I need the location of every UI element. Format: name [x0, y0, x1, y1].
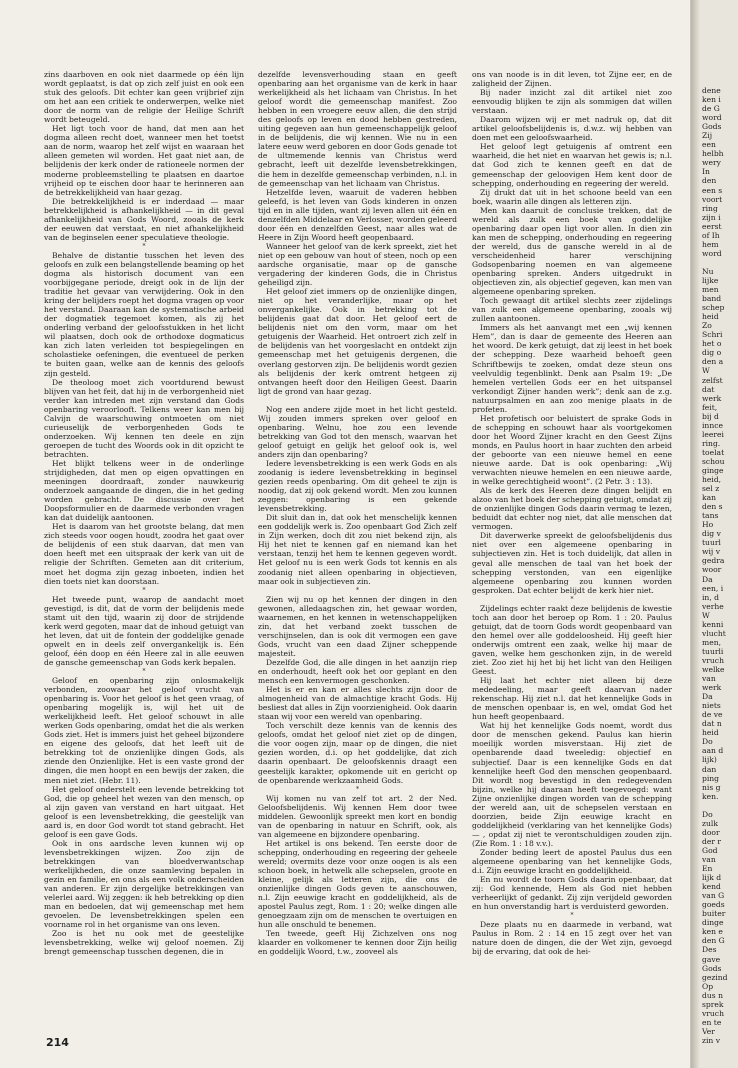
facing-page-fragment: Do	[702, 737, 713, 747]
section-separator: *	[142, 668, 146, 675]
facing-page-fragment: Ho	[702, 520, 714, 530]
facing-page-fragment: ginge	[702, 465, 724, 475]
facing-page-fragment: band	[702, 294, 722, 304]
facing-page-fragment: God	[702, 845, 718, 855]
facing-page-fragment: vlucht	[702, 628, 726, 638]
paragraph: Iedere levensbetrekking is een werk Gods en als zoodanig is iedere levensbetrekking in beginsel gezien reeds openbaring. Om dit geheel te zijn is noodig, dat zij ook gekend wordt. Men zou kunnen zeggen: openbaring is een gekende levensbetrekking.	[258, 458, 457, 514]
section-separator: *	[570, 595, 574, 603]
section-separator: *	[570, 912, 574, 920]
text-column-middle	[258, 70, 457, 980]
facing-page-fragment: schou	[702, 456, 725, 466]
facing-page-fragment: der r	[702, 836, 722, 846]
facing-page-fragments	[702, 86, 738, 1045]
facing-page-fragment: Do	[702, 809, 713, 819]
section-separator: *	[356, 396, 359, 404]
facing-page-fragment: Nu	[702, 266, 714, 276]
paragraph: Het ligt toch voor de hand, dat men aan het dogma alleen recht doet, wanneer men het toetst aan de norm, waarop het zelf wijst en waaraan het alleen gemeten wil worden. Het gaat niet aan, de belijdenis der kerk onder de rationeele normen der moderne probleemstelling te plaatsen en daartoe vrijheid op te eischen door haar te herinneren aan de betrekkelijkheid van haar gezag.	[44, 124, 244, 197]
facing-page-fragment: den G	[702, 936, 725, 946]
paragraph: Hetzelfde leven, waaruit de vaderen hebben geleefd, is het leven van Gods kinderen in onzen tijd en in alle tijden, want zij leven allen uit één en denzelfden Middelaar en Verlosser, worden geleerd door één en denzelfden Geest, naar alles wat de Heere in Zijn Woord heeft geopenbaard.	[258, 187, 457, 242]
facing-page-fragment: dan	[702, 764, 717, 774]
facing-page-fragment: den	[702, 176, 717, 186]
facing-page-fragment: ken i	[702, 95, 721, 105]
facing-page-fragment: sprek	[702, 999, 724, 1009]
paragraph: Zien wij nu op het kennen der dingen in den gewonen, alledaagschen zin, het gewaar worden, waarnemen, en het kennen in wetenschappelijken zin, dat het verband zoekt tusschen de verschijnselen, dan is ook dit vermogen een gave Gods, vrucht van een daad Zijner scheppende majesteit.	[258, 594, 457, 658]
facing-page-fragment: kend	[702, 882, 721, 892]
facing-page-fragment: welke	[702, 665, 725, 674]
facing-page-fragment: gedra	[702, 556, 725, 566]
facing-page-fragment: Da	[702, 692, 713, 702]
facing-page-fragment: ken e	[702, 927, 723, 937]
paragraph: Wanneer het geloof van de kerk spreekt, ziet het niet op een gebouw van hout of steen, noch op een aardsche organisatie, maar op de gansche vergadering der kinderen Gods, die in Christus geheiligd zijn.	[258, 241, 457, 288]
paragraph: Zonder beding leert de apostel Paulus dus een algemeene openbaring van het kennelijke Gods, d.i. Zijn eeuwige kracht en goddelijkheid.	[472, 847, 672, 876]
facing-page-fragment: woor	[702, 565, 722, 575]
paragraph: Het geloof legt getuigenis af omtrent een waarheid, die het niet en waarvan het gewis is; n.l. dat God zich te kennen geeft en dat de gemeenschap der geloovigen Hem kent door de schepping, onderhouding en regeering der wereld.	[472, 142, 672, 188]
facing-page-fragment: zelfst	[702, 375, 723, 385]
facing-page-fragment: lijke	[702, 275, 719, 285]
paragraph: Het is daarom van het grootste belang, dat men zich steeds voor oogen houdt, zoodra het gaat over de belijdenis of een stuk daarvan, dat men van doen heeft met een uitspraak der kerk van uit de religie der Schriften. Gemeten aan dit criterium, moet het dogma zijn gezag inboeten, indien het dien toets niet kan doorstaan.	[44, 522, 244, 586]
facing-page-fragment: feit,	[702, 402, 718, 412]
facing-page-fragment: wery	[702, 158, 721, 168]
facing-page-fragment: goeds	[702, 900, 725, 910]
paragraph: Daarom wijzen wij er met nadruk op, dat dit artikel geloofsbelijdenis is, d.w.z. wij hebben van doen met een geloofswaarheid.	[472, 115, 672, 143]
facing-page-fragment: zijn i	[702, 212, 721, 222]
paragraph: Die betrekkelijkheid is er inderdaad — maar betrekkelijkheid is afhankelijkheid — in dit geval afhankelijkheid van Gods Woord, zooals de kerk der eeuwen dat verstaat, en niet afhankelijkheid van de beginselen eener speculatieve theologie.	[44, 196, 244, 242]
facing-page-fragment: een, i	[702, 583, 724, 593]
book-gutter-shadow	[691, 0, 700, 1068]
facing-page-fragment: men	[702, 285, 719, 295]
facing-page-fragment: kenni	[702, 619, 724, 629]
facing-page-fragment: buiter	[702, 909, 726, 919]
paragraph: Men kan daaruit de conclusie trekken, dat de wereld als zulk een boek van goddelijke openbaring daar open ligt voor allen. In dien zin kan men de schepping, onderhouding en regeering der wereld, dus de gansche wereld in al de verscheidenheid harer verschijning Godsopenbaring noemen en van algemeene openbaring spreken. Anders uitgedrukt in objectieven zin, als objectief gegeven, kan men van algemeene openbaring spreken.	[472, 205, 672, 297]
paragraph: Ook in ons aardsche leven kunnen wij op levensbetrekkingen wijzen. Zoo zijn de betrekkingen van bloedverwantschap werkelijkheden, die onze saamleving bepalen in gezin en familie, en ons als een volk onderscheiden van anderen. Er zijn dergelijke betrekkingen van velerlei aard. Wij zeggen: ik heb betrekking op dien man en bedoelen, dat wij gemeenschap met hem gevoelen. De levensbetrekkingen spelen een voorname rol in het organisme van ons leven.	[44, 838, 244, 930]
facing-page-fragment: de ve	[702, 710, 723, 720]
facing-page-fragment: Ver	[702, 1026, 715, 1036]
facing-page-fragment: In	[702, 167, 710, 177]
facing-page-fragment: heid,	[702, 475, 722, 485]
facing-page-fragment: of Ih	[702, 230, 720, 240]
facing-page-fragment: werk	[702, 683, 722, 693]
facing-page-fragment: Des	[702, 945, 717, 955]
facing-page-fragment: den s	[702, 502, 723, 512]
paragraph: Toch verschilt deze kennis van de kennis des geloofs, omdat het geloof niet ziet op de dingen, die voor oogen zijn, maar op de dingen, die niet gezien worden, d.i. op het goddelijke, dat zich daarin openbaart. De geloofskennis draagt een geestelijk karakter, opkomende uit en gericht op de openbarende werkzaamheid Gods.	[258, 721, 457, 785]
facing-page-fragment: Gods	[702, 122, 722, 132]
section-separator: *	[356, 586, 359, 594]
facing-page-edge	[690, 0, 738, 1068]
facing-page-fragment: dene	[702, 86, 721, 95]
facing-page-fragment: den a	[702, 357, 724, 367]
facing-page-fragment: tans	[702, 511, 719, 521]
paragraph: Het profetisch oor beluistert de sprake Gods in de schepping en schouwt haar als voortgekomen door het Woord Zijner kracht en den Geest Zijns monds, en Paulus hoort in haar zuchten den arbeid der geboorte van een nieuwe hemel en eene nieuwe aarde. Dat is ook openbaring: „Wij verwachten nieuwe hemelen en een nieuwe aarde, in welke gerechtigheid woont”. (2 Petr. 3 : 13).	[472, 413, 672, 487]
facing-page-fragment: vruch	[702, 1008, 724, 1018]
paragraph: En nu wordt de toorn Gods daarin openbaar, dat zij: God kennende, Hem als God niet hebben verheerlijkt of gedankt. Zij zijn verijdeld geworden en hun onverstandig hart is verduisterd geworden.	[472, 875, 672, 912]
facing-page-fragment: Op	[702, 981, 714, 991]
facing-page-fragment: lijk)	[702, 755, 717, 765]
facing-page-fragment: nis g	[702, 782, 721, 792]
facing-page-fragment: van	[702, 674, 716, 684]
paragraph: Wat hij het kennelijke Gods noemt, wordt dus door de menschen gekend. Paulus kan hierin moeilijk worden misverstaan. Hij ziet de openbarende daad tweeledig: objectief en subjectief. Daar is een kennelijke Gods en dat kennelijke heeft God den menschen geopenbaard. Dit wordt nog bevestigd in den redegevenden bijzin, welke hij daaraan heeft toegevoegd: want Zijne onzienlijke dingen worden van de schepping der wereld aan, uit de schepselen verstaan en doorzien, beide Zijn eeuwige kracht en goddelijkheid (verklaring van het kennelijke Gods) — , opdat zij niet te verontschuldigen zouden zijn. (Zie Rom. 1 : 18 v.v.).	[472, 721, 672, 848]
facing-page-fragment: ken.	[702, 791, 719, 801]
facing-page-fragment: gave	[702, 954, 721, 964]
paragraph: De theoloog moet zich voortdurend bewust blijven van het feit, dat hij in de verborgenheid niet verder kan intreden met zijn verstand dan Gods openbaring veroorlooft. Telkens weer kan men bij Calvijn de waarschuwing ontmoeten om niet curieuselijk de verborgenheden Gods te onderzoeken. Wij kennen ten deele en zijn geroepen de tucht des Woords ook in dit opzicht te betrachten.	[44, 377, 244, 459]
facing-page-fragment: lijk d	[702, 873, 722, 883]
facing-page-fragment: vruch	[702, 655, 724, 665]
facing-page-fragment: bij d	[702, 411, 719, 421]
paragraph: Het geloof onderstelt een levende betrekking tot God, die op geheel het wezen van den mensch, op al zijn gaven van verstand en hart uitgaat. Het geloof is een levensbetrekking, die geestelijk van aard is, en door God wordt tot stand gebracht. Het geloof is een gave Gods.	[44, 784, 244, 839]
paragraph: Zij drukt dat uit in het schoone beeld van een boek, waarin alle dingen als letteren zijn.	[472, 187, 672, 206]
paragraph: Zijdelings echter raakt deze belijdenis de kwestie toch aan door het beroep op Rom. 1 : 20. Paulus getuigt, dat de toorn Gods wordt geopenbaard van den hemel over alle goddeloosheid. Hij geeft hier onderwijs omtrent een zaak, welke hij maar de gaven, welke hem geschonken zijn, in de wereld ziet. Zoo ziet hij het bij het licht van den Heiligen Geest.	[472, 603, 672, 677]
facing-page-fragment: werk	[702, 393, 722, 403]
facing-page-fragment: word	[702, 113, 722, 123]
page-number: 214	[46, 1036, 69, 1049]
paragraph: Dit daverwerke spreekt de geloofsbelijdenis dus niet over een algemeene openbaring in subjectieven zin. Het is toch duidelijk, dat allen in geval alle menschen de taal van het boek der schepping verstonden, van een eigenlijke algemeene openbaring zou kunnen worden gesproken. Dat echter belijdt de kerk hier niet.	[472, 531, 672, 595]
text-column-right	[472, 70, 672, 990]
paragraph: ons van noode is in dit leven, tot Zijne eer, en de zaligheid der Zijnen.	[472, 70, 672, 89]
facing-page-fragment	[702, 801, 738, 810]
facing-page-fragment: aan d	[702, 746, 724, 756]
facing-page-fragment: door	[702, 827, 720, 837]
paragraph: Deze plaats nu en daarmede in verband, wat Paulus in Rom. 2 : 14 en 15 zegt over het van nature doen de dingen, die der Wet zijn, gevoegd bij de ervaring, dat ook de hei-	[472, 920, 672, 957]
facing-page-fragment: zulk	[702, 818, 718, 828]
paragraph: Het blijkt telkens weer in de onderlinge strijdigheden, dat men op eigen opvattingen en meeningen doordraaft, zonder nauwkeurig onderzoek aangaande de dingen, die in het geding worden gebracht. De discussie over het Doopsformulier en de daarmede verbonden vragen kan dat duidelijk aantoonen.	[44, 458, 244, 523]
facing-page-fragment: voort	[702, 194, 723, 204]
facing-page-fragment: verhe	[702, 601, 724, 611]
paragraph: Dit sluit dan in, dat ook het menschelijk kennen een goddelijk werk is. Zoo openbaart God Zich zelf in Zijn werken, doch dit zou niet bekend zijn, als Hij het niet te kennen gaf en niemand kan het verstaan, tenzij het hem te kennen gegeven wordt. Het geloof nu is een werk Gods tot kennis en als zoodanig niet alleen openbaring in objectieven, maar ook in subjectieven zin.	[258, 513, 457, 586]
facing-page-fragment: helbh	[702, 149, 724, 159]
facing-page-fragment: dat	[702, 384, 715, 394]
section-separator: *	[356, 785, 359, 793]
paragraph: Het is er en kan er alles slechts zijn door de almogenheid van de almachtige kracht Gods. Hij besliest dat alles in Zijn voorzienigheid. Ook daarin staan wij voor een wereld van openbaring.	[258, 685, 457, 722]
facing-page-fragment: Schri	[702, 330, 723, 340]
facing-page-fragment: dig o	[702, 348, 722, 358]
facing-page-fragment: innce	[702, 420, 723, 430]
paragraph: Dezelfde God, die alle dingen in het aanzijn riep en onderhoudt, heeft ook het oor geplant en den mensch een kenvermogen geschonken.	[258, 657, 457, 686]
facing-page-fragment: word	[702, 248, 722, 258]
facing-page-fragment: Gods	[702, 963, 722, 973]
facing-page-fragment: dinge	[702, 918, 724, 928]
paragraph: Ten tweede, geeft Hij Zichzelven ons nog klaarder en volkomener te kennen door Zijn heilig en goddelijk Woord, t.w., zooveel als	[258, 929, 457, 957]
facing-page-fragment: een	[702, 140, 716, 150]
facing-page-fragment: sel z	[702, 484, 720, 494]
facing-page-fragment: Zo	[702, 321, 712, 331]
facing-page-fragment: kan	[702, 493, 717, 503]
facing-page-fragment: heid	[702, 312, 719, 322]
facing-page-fragment: van G	[702, 891, 725, 901]
facing-page-fragment: tuurli	[702, 646, 724, 656]
facing-page-fragment: gezind	[702, 972, 728, 982]
facing-page-fragment: en te	[702, 1017, 722, 1027]
facing-page-fragment: eerst	[702, 221, 722, 231]
paragraph: Het geloof ziet immers op de onzienlijke dingen, niet op het veranderlijke, maar op het onvergankelijke. Ook in betrekking tot de belijdenis gaat dat door. Het geloof eert de belijdenis niet om den vorm, maar om het getuigenis der Waarheid. Het ontroert zich zelf in de belijdenis van het voorgeslacht en ontdekt zijn gemeenschap met het getuigenis dergenen, die overlang gestorven zijn. De belijdenis wordt gezien als belijdenis der kerk omtrent hetgeen zij ontvangen heeft door den Heiligen Geest. Daarin ligt de grond van haar gezag.	[258, 287, 457, 396]
facing-page-fragment: dat n	[702, 719, 722, 729]
paragraph: Zoo is het nu ook met de geestelijke levensbetrekking, welke wij geloof noemen. Zij brengt gemeenschap tusschen degenen, die in	[44, 929, 244, 957]
facing-page-fragment: een s	[702, 185, 723, 195]
facing-page-fragment: dus n	[702, 990, 723, 1000]
facing-page-fragment: niets	[702, 701, 721, 711]
paragraph: Geloof en openbaring zijn onlosmakelijk verbonden, zoowaar het geloof vrucht van openbaring is. Voor het geloof is het geen vraag, of openbaring mogelijk is, wijl het uit de werkelijkheid leeft. Het geloof schouwt in alle werken Gods openbaring, omdat het die als werken Gods ziet. Het is immers juist het geheel bijzondere en eigene des geloofs, dat het leeft uit de betrekking tot de onzienlijke dingen Gods, als ziende den Onzienlijke. Het is een vaste grond der dingen, die men hoopt en een bewijs der zaken, die men niet ziet. (Hebr. 11).	[44, 676, 244, 785]
facing-page-fragment: het o	[702, 339, 722, 349]
facing-page-fragment: heid	[702, 728, 719, 738]
facing-page-fragment: ring.	[702, 438, 721, 448]
paragraph: Hij laat het echter niet alleen bij deze mededeeling, maar geeft daarvan nader rekenschap. Hij ziet n.l. dat het kennelijke Gods in de menschen openbaar is, en wel, omdat God het hun heeft geopenbaard.	[472, 676, 672, 722]
facing-page-fragment: W	[702, 610, 710, 620]
paragraph: Immers als het aanvangt met een „wij kennen Hem”, dan is daar de gemeente des Heeren aan het woord. De kerk getuigt, dat zij leest in het boek der schepping. Deze waarheid behoeft geen Schriftbewijs te zoeken, omdat deze steun ons veelvuldig tegenblinkt. Denk aan Psalm 19: „De hemelen vertellen Gods eer en het uitspansel verkondigt Zijner handen werk”; denk aan de z.g. natuurpsalmen en aan zoo menige plaats in de profeten.	[472, 323, 672, 414]
paragraph: Bij nader inzicht zal dit artikel niet zoo eenvoudig blijken te zijn als sommigen dat willen verstaan.	[472, 88, 672, 116]
facing-page-fragment: En	[702, 864, 713, 874]
facing-page-fragment: men,	[702, 637, 721, 647]
paragraph: Nog een andere zijde moet in het licht gesteld. Wij zouden immers spreken over geloof en openbaring. Welnu, hoe zou een levende betrekking van God tot den mensch, waarvan het geloof getuigt en gelijk het geloof ook is, wel anders zijn dan openbaring?	[258, 404, 457, 459]
paragraph: Het tweede punt, waarop de aandacht moet gevestigd, is dit, dat de vorm der belijdenis mede stamt uit den tijd, waarin zij door de strijdende kerk werd gegoten, maar dat de inhoud getuigt van het leven, dat uit de fontein der goddelijke genade opwelt en in deels zelf onvergankelijk is. Eén geloof, één doop en één Heere zal in alle eeuwen de gansche gemeenschap van Gods kerk bepalen.	[44, 594, 244, 667]
facing-page-fragment: hem	[702, 239, 719, 249]
facing-page-fragment: van	[702, 854, 716, 864]
facing-page-fragment	[702, 258, 738, 267]
facing-page-fragment: in, d	[702, 592, 720, 602]
paragraph: Als de kerk des Heeren deze dingen belijdt en alzoo van het boek der schepping getuigt, omdat zij de onzienlijke dingen Gods daarin vermag te lezen, beduidt dat echter nog niet, dat alle menschen dat vermogen.	[472, 486, 672, 532]
paragraph: Het artikel is ons bekend. Ten eerste door de schepping, onderhouding en regeering der geheele wereld; overmits deze voor onze oogen is als een schoon boek, in hetwelk alle schepselen, groote en kleine, gelijk als letteren zijn, die ons de onzienlijke dingen Gods geven te aanschouwen, n.l. Zijn eeuwige kracht en goddelijkheid, als de apostel Paulus zegt, Rom. 1 : 20; welke dingen alle genoegzaam zijn om de menschen te overtuigen en hun alle onschuld te benemen.	[258, 838, 457, 930]
facing-page-fragment: wij v	[702, 547, 720, 557]
facing-page-fragment: schep	[702, 303, 725, 313]
paragraph: dezelfde levensverhouding staan en geeft openbaring aan het organisme van de kerk in haar werkelijkheid als het lichaam van Christus. In het geloof wordt die gemeenschap manifest. Zoo hebben in een vroegere eeuw allen, die den strijd des geloofs op leven en dood hebben gestreden, uiting gegeven aan hun gemeenschappelijk geloof in de belijdenis, die wij kennen. Wie nu in een latere eeuw werd geboren en door Gods genade tot de ultmemende kennis van Christus werd gebracht, leeft uit dezelfde levensbetrekkingen, die hem in dezelfde gemeenschap verbinden, n.l. in de gemeenschap van het lichaam van Christus.	[258, 70, 457, 188]
section-separator: *	[142, 242, 146, 250]
paragraph: Toch gewaagt dit artikel slechts zeer zijdelings van zulk een algemeene openbaring, zooals wij zullen aantoonen.	[472, 296, 672, 324]
paragraph: zins daarboven en ook niet daarmede op één lijn wordt geplaatst, is dat op zich zelf juist en ook een stuk des geloofs. Dit echter kan geen vrijbrief zijn om het aan een critiek te onderwerpen, welke niet door de norm van de religie der Heilige Schrift wordt beteugeld.	[44, 70, 244, 125]
facing-page-fragment: zin v	[702, 1035, 721, 1045]
section-separator: *	[142, 586, 146, 594]
facing-page-fragment: tuurl	[702, 538, 721, 548]
paragraph: Behalve de distantie tusschen het leven des geloofs en zulk een belangstellende beaming op het dogma als historisch document van een voorbijgegane periode, dreigt ook in de lijn der traditie het gevaar van verwijdering. Ook in den kring der belijders roept het dogma vragen op voor het verstand. Daaraan kan de systematische arbeid der dogmatiek tegemoet komen, als zij het onderling verband der geloofsstukken in het licht wil plaatsen, doch ook de orthodoxe dogmaticus kan zich laten verleiden tot bespiegelingen en scholastieke oefeningen, die eventueel de perken te buiten gaan, welke aan de kennis des geloofs zijn gesteld.	[44, 250, 244, 378]
facing-page-fragment: de G	[702, 104, 720, 114]
facing-page-fragment: W	[702, 366, 710, 376]
facing-page-fragment: ring	[702, 203, 718, 213]
facing-page-fragment: Zij	[702, 131, 713, 141]
text-column-left	[44, 70, 244, 1035]
paragraph: Wij komen nu van zelf tot art. 2 der Ned. Geloofsbelijdenis. Wij kennen Hem door twee middelen. Gewoonlijk spreekt men kort en bondig van de openbaring in natuur en Schrift, ook, als van algemeene en bijzondere openbaring.	[258, 793, 457, 839]
facing-page-fragment: ping	[702, 773, 720, 783]
facing-page-fragment: leerei	[702, 429, 724, 439]
facing-page-fragment: dig v	[702, 529, 721, 539]
facing-page-fragment: Da	[702, 574, 713, 584]
facing-page-fragment: toelat	[702, 447, 725, 457]
